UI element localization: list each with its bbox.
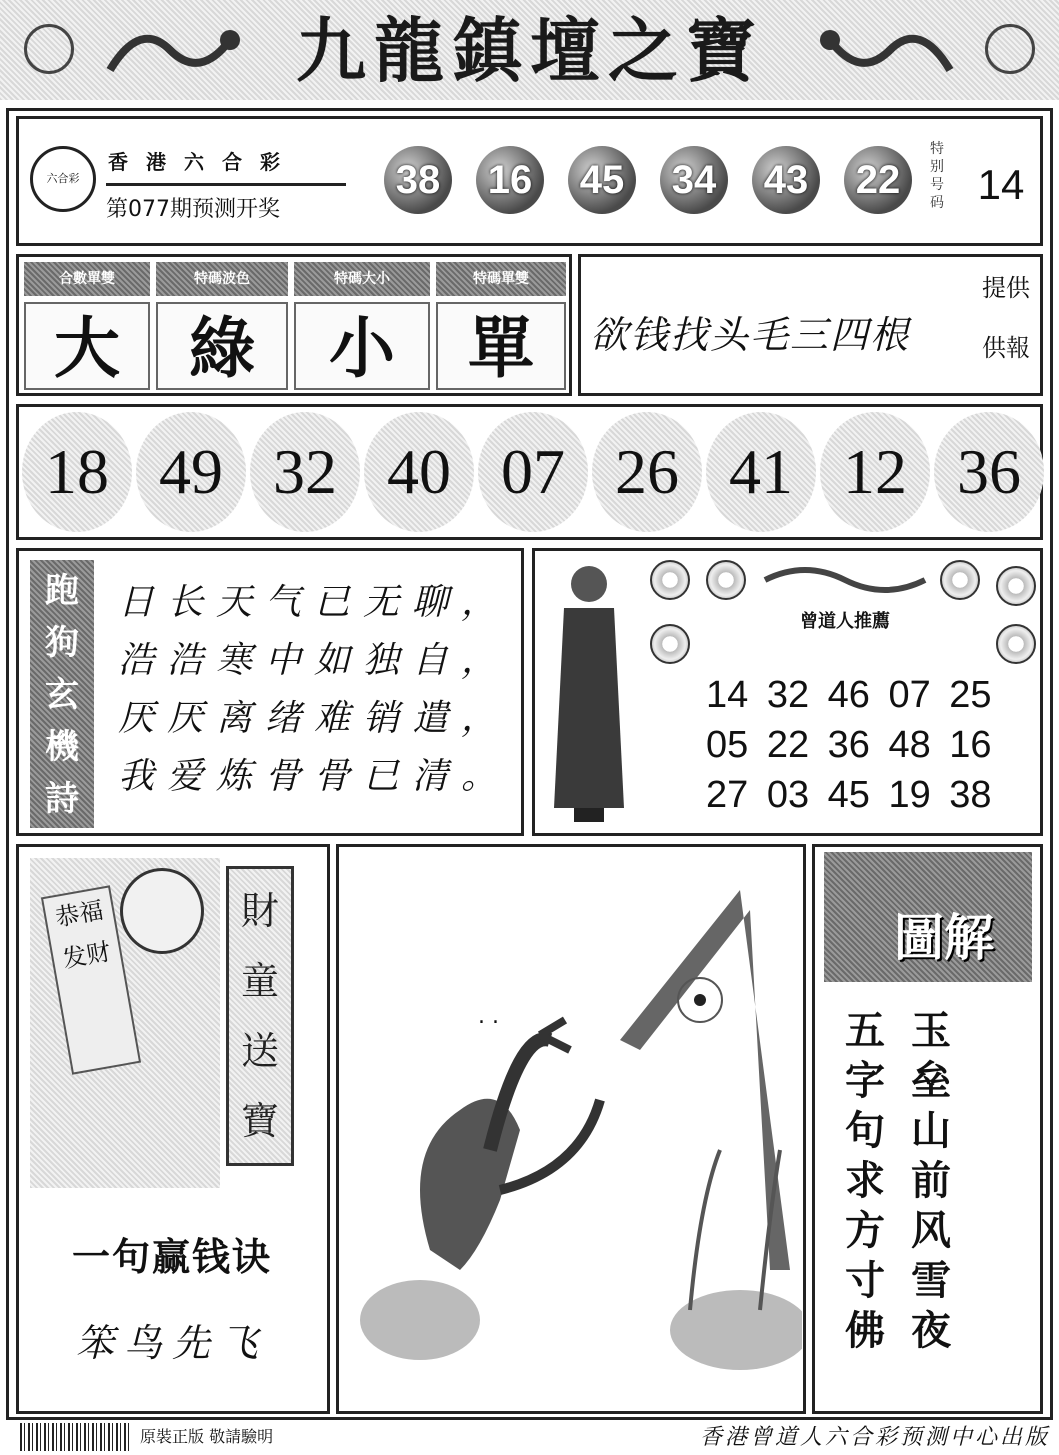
attribute-header: 特碼單雙 <box>436 262 566 296</box>
prediction-number: 12 <box>820 412 930 532</box>
result-ball: 45 <box>568 146 636 214</box>
verse-char: 佛 <box>845 1307 885 1354</box>
verse-char: 方 <box>845 1207 885 1254</box>
special-number-label: 特别号码 <box>930 141 944 211</box>
right-dragon-icon <box>820 10 960 90</box>
coin-icon <box>650 560 690 600</box>
ribbon-icon <box>760 560 930 596</box>
verse-char: 求 <box>845 1157 885 1204</box>
master-figure-icon <box>544 558 634 826</box>
poem-line: 厌厌离绪难销遣， <box>118 698 511 739</box>
scorpion-illustration-icon <box>340 850 802 1410</box>
attribute-value: 大 <box>24 302 150 390</box>
poem-line: 日长天气已无聊， <box>118 582 511 623</box>
master-number-row: 27 03 45 19 38 <box>706 774 992 816</box>
right-corner-emblem-icon <box>985 24 1035 74</box>
result-ball: 16 <box>476 146 544 214</box>
poem-banner-char: 玄 <box>45 675 79 715</box>
special-number: 14 <box>977 161 1025 208</box>
verse-char: 字 <box>845 1057 885 1104</box>
issue-label: 第077期预测开奖 <box>106 197 280 222</box>
prediction-number: 32 <box>250 412 360 532</box>
verse-char: 雪 <box>911 1257 951 1304</box>
vertical-title-char: 寶 <box>240 1099 279 1143</box>
verse-char: 句 <box>845 1107 885 1154</box>
left-corner-emblem-icon <box>24 24 74 74</box>
poem-banner-char: 機 <box>45 727 79 767</box>
verse-char: 风 <box>911 1207 951 1254</box>
attribute-header: 特碼大小 <box>294 262 430 296</box>
coin-icon <box>706 560 746 600</box>
result-ball: 38 <box>384 146 452 214</box>
right-verse-column <box>906 1006 956 1356</box>
prediction-number: 36 <box>934 412 1044 532</box>
poem-line: 浩浩寒中如独自， <box>118 640 511 681</box>
prediction-number: 40 <box>364 412 474 532</box>
attribute-value: 綠 <box>156 302 288 390</box>
vertical-title-char: 送 <box>240 1029 279 1073</box>
master-title: 曾道人推薦 <box>800 611 890 632</box>
prediction-number: 18 <box>22 412 132 532</box>
verse-char: 山 <box>911 1107 951 1154</box>
result-ball: 22 <box>844 146 912 214</box>
left-dragon-icon <box>100 10 240 90</box>
poem-banner-char: 跑 <box>45 571 79 611</box>
dots-text: . . <box>478 1004 499 1029</box>
saying-text: 笨鸟先飞 <box>75 1321 268 1365</box>
saying-title: 一句赢钱诀 <box>71 1234 272 1279</box>
footer-note: 原裝正版 敬請驗明 <box>140 1427 274 1446</box>
barcode-icon <box>20 1423 130 1451</box>
lottery-logo: 六合彩 <box>30 146 96 212</box>
coin-icon <box>996 566 1036 606</box>
verse-char: 寸 <box>845 1257 885 1304</box>
verse-char: 夜 <box>911 1307 951 1354</box>
divider <box>106 183 346 186</box>
attribute-header: 特碼波色 <box>156 262 288 296</box>
attribute-header: 合數單雙 <box>24 262 150 296</box>
coin-icon <box>940 560 980 600</box>
attribute-value: 單 <box>436 302 566 390</box>
hint-text: 欲钱找头毛三四根 <box>590 313 911 357</box>
prediction-number: 41 <box>706 412 816 532</box>
attribute-value: 小 <box>294 302 430 390</box>
verse-char: 前 <box>911 1157 951 1204</box>
illustration-badge-text: 圖解 <box>894 908 994 967</box>
poem-line: 我爱炼骨骨已清。 <box>118 756 511 797</box>
prediction-number: 26 <box>592 412 702 532</box>
coin-icon <box>650 624 690 664</box>
verse-char: 玉 <box>911 1007 951 1054</box>
child-face-icon <box>120 868 204 954</box>
left-verse-column <box>840 1006 890 1356</box>
poem-banner-char: 狗 <box>45 623 79 663</box>
publisher-text: 香港曾道人六合彩预测中心出版 <box>699 1425 1050 1450</box>
prediction-number: 49 <box>136 412 246 532</box>
master-number-row: 05 22 36 48 16 <box>706 724 992 766</box>
master-number-row: 14 32 46 07 25 <box>706 674 992 716</box>
prediction-number: 07 <box>478 412 588 532</box>
result-ball: 34 <box>660 146 728 214</box>
verse-char: 垒 <box>911 1057 951 1104</box>
vertical-title-char: 童 <box>240 959 279 1003</box>
poem-banner-char: 詩 <box>45 779 79 819</box>
verse-char: 五 <box>845 1007 885 1054</box>
hint-side-label: 提供 <box>982 274 1030 302</box>
vertical-title-char: 財 <box>240 889 279 933</box>
coin-icon <box>996 624 1036 664</box>
result-ball: 43 <box>752 146 820 214</box>
lottery-name: 香港六合彩 <box>108 150 298 174</box>
child-note: 恭福发财 <box>41 885 141 1074</box>
page-title: 九龍鎮壇之寶 <box>296 9 764 92</box>
hint-side-label: 供報 <box>982 334 1030 362</box>
